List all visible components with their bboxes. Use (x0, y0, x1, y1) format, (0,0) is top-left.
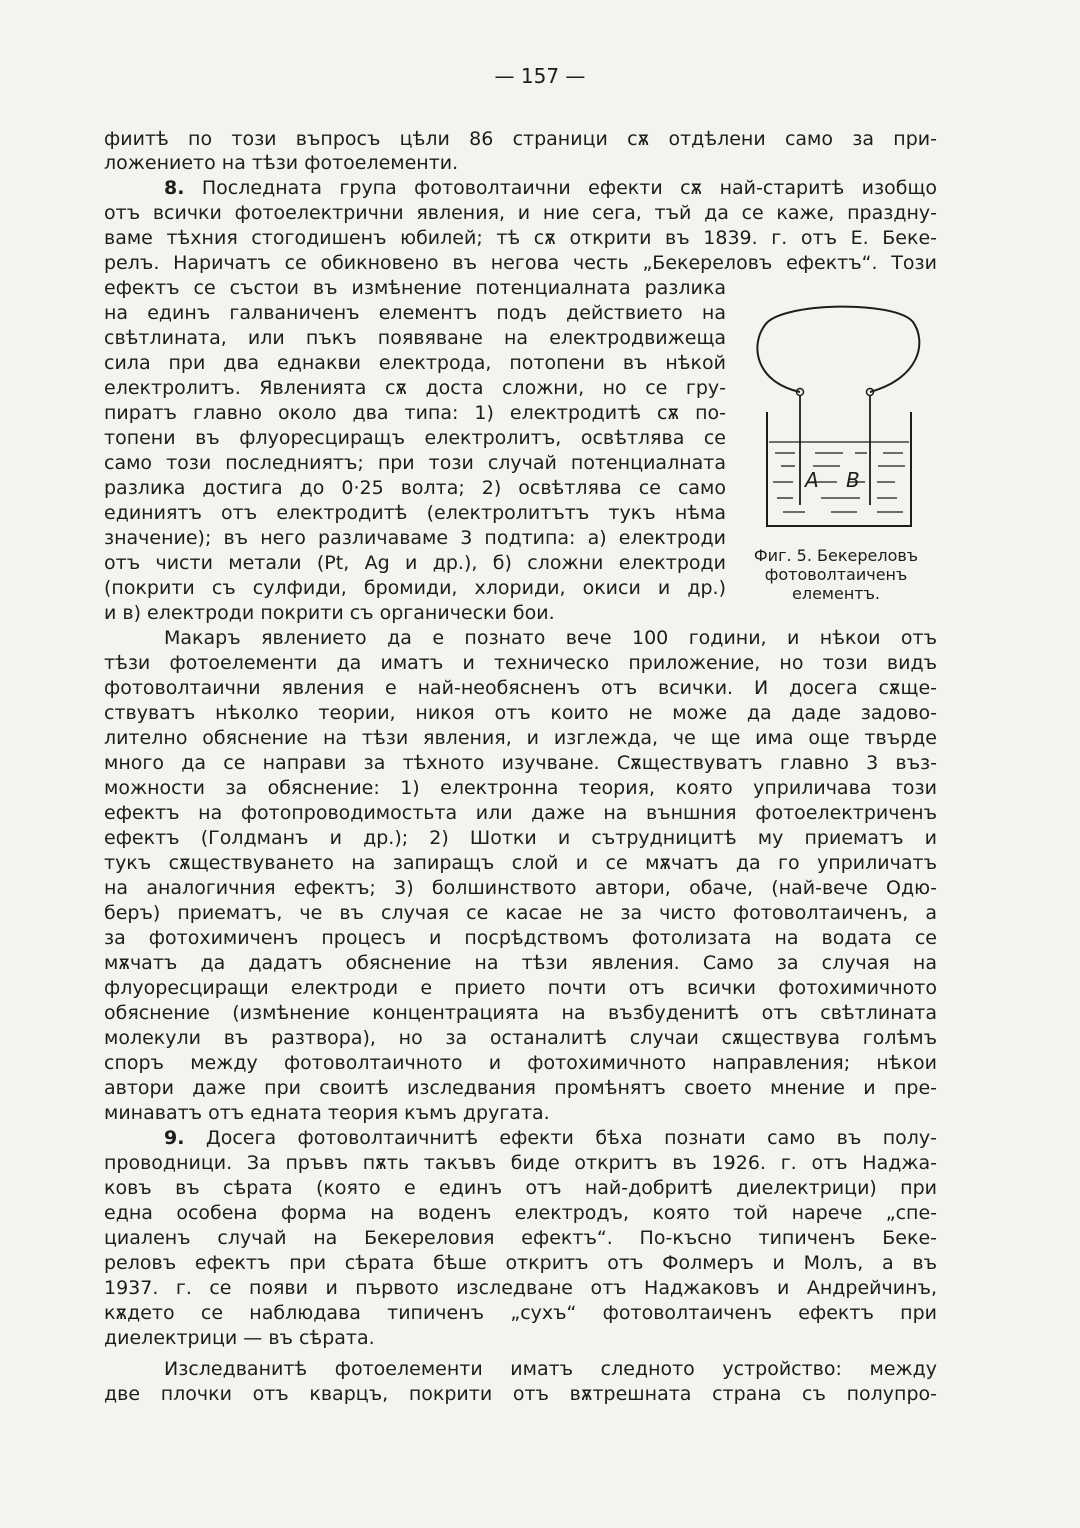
text-line: ковъ въ сѣрата (която е единъ отъ най-добритѣ диелектрици) при (104, 1177, 937, 1199)
vessel (767, 412, 911, 526)
text-line: Изследванитѣ фотоелементи иматъ следното устройство: между (164, 1358, 937, 1380)
text-line: можности за обяснение: 1) електронна теория, която уприличава този (104, 777, 937, 799)
text-line: значение); въ него различаваме 3 подтипа: а) електроди (104, 527, 726, 549)
label-a: A (805, 468, 819, 492)
text-line: на единъ галваниченъ елементъ подъ действието на (104, 302, 726, 324)
text-line: споръ между фотоволтаичното и фотохимичното направления; нѣкои (104, 1052, 937, 1074)
text-line: автори даже при своитѣ изследвания промѣнятъ своето мнение и пре- (104, 1077, 937, 1099)
text-line: циаленъ случай на Бекереловия ефектъ“. По-късно типиченъ Беке- (104, 1227, 937, 1249)
text-line: релъ. Наричатъ се обикновено въ негова честь „Бекереловъ ефектъ“. Този (104, 252, 937, 274)
text-line: разлика достига до 0·25 волта; 2) освѣтлява се само (104, 477, 726, 499)
text-line: (покрити съ сулфиди, бромиди, хлориди, окиси и др.) (104, 577, 726, 599)
electrolyte-lines (769, 442, 909, 512)
text-line: флуоресциращи електроди е прието почти отъ всички фотохимичното (104, 977, 937, 999)
text-line: тѣзи фотоелементи да иматъ и техническо приложение, но този видъ (104, 652, 937, 674)
text-line: лително обяснение на тѣзи явления, и изглежда, че ще има още твърде (104, 727, 937, 749)
text-line: и в) електроди покрити съ органически бои. (104, 602, 555, 624)
text-line: тукъ сѫществуването на запиращъ слой и се мѫчатъ да го уприличатъ (104, 852, 937, 874)
text-line: отъ чисти метали (Pt, Ag и др.), б) сложни електроди (104, 552, 726, 574)
text-span: Последната група фотоволтаични ефекти сѫ най-старитѣ изобщо (201, 177, 937, 199)
text-line: фотоволтаични явления е най-необясненъ отъ всички. И досега сѫще- (104, 677, 937, 699)
text-line: ствуватъ нѣколко теории, никоя отъ които не може да даде задово- (104, 702, 937, 724)
text-line-section-8 (164, 176, 937, 200)
text-line: свѣтлината, или пъкъ появяване на електродвижеща (104, 327, 726, 349)
text-line: обяснение (измѣнение концентрацията на възбуденитѣ отъ свѣтлината (104, 1002, 937, 1024)
section-number: 8. (164, 177, 185, 199)
text-line: минаватъ отъ едната теория къмъ другата. (104, 1102, 550, 1124)
text-line: Макаръ явлението да е познато вече 100 години, и нѣкои отъ (164, 627, 937, 649)
section-number: 9. (164, 1127, 185, 1149)
text-line: молекули въ разтвора), но за останалитѣ случаи сѫществува голѣмъ (104, 1027, 937, 1049)
text-line: сила при два еднакви електрода, потопени въ нѣкой (104, 352, 726, 374)
text-line: беръ) приематъ, че въ случая се касае не за чисто фотоволтаиченъ, а (104, 902, 937, 924)
label-b: B (846, 468, 860, 492)
text-line: кѫдето се наблюдава типиченъ „сухъ“ фотоволтаиченъ ефектъ при (104, 1302, 937, 1324)
text-line: диелектрици — въ сѣрата. (104, 1327, 375, 1349)
text-line: една особена форма на воденъ електродъ, която той нарече „спе- (104, 1202, 937, 1224)
text-line-section-9 (164, 1126, 937, 1150)
text-line: две плочки отъ кварцъ, покрити отъ вѫтрешната страна съ полупро- (104, 1383, 937, 1405)
text-line: ложението на тѣзи фотоелементи. (104, 152, 459, 174)
text-line: реловъ ефектъ при сѣрата бѣше откритъ отъ Фолмеръ и Молъ, а въ (104, 1252, 937, 1274)
text-span: Досега фотоволтаичнитѣ ефекти бѣха познати само въ полу- (205, 1127, 937, 1149)
text-line: проводници. За пръвъ пѫть такъвъ биде откритъ въ 1926. г. отъ Наджа- (104, 1152, 937, 1174)
text-line: мѫчатъ да дадатъ обяснение на тѣзи явления. Само за случая на (104, 952, 937, 974)
text-line: фиитѣ по този въпросъ цѣли 86 страници сѫ отдѣлени само за при- (104, 128, 937, 150)
text-line: пиратъ главно около два типа: 1) електродитѣ сѫ по- (104, 402, 726, 424)
text-line: ваме тѣхния стогодишенъ юбилей; тѣ сѫ открити въ 1839. г. отъ Е. Беке- (104, 227, 937, 249)
text-line: топени въ флуоресциращъ електролитъ, освѣтлява се (104, 427, 726, 449)
figure-caption: Фиг. 5. Бекереловъ фотоволтаиченъ елементъ. (753, 546, 919, 603)
text-line: електролитъ. Явленията сѫ доста сложни, но се гру- (104, 377, 726, 399)
external-wire (757, 307, 919, 392)
text-line: ефектъ (Голдманъ и др.); 2) Шотки и сътрудницитѣ му приематъ и (104, 827, 937, 849)
page-number: — 157 — (494, 64, 586, 88)
text-line: единиятъ отъ електродитѣ (електролитътъ тукъ нѣма (104, 502, 726, 524)
text-line: отъ всички фотоелектрични явления, и ние сега, тъй да се каже, праздну- (104, 202, 937, 224)
text-line: само този последниятъ; при този случай потенциалната (104, 452, 726, 474)
becquerel-cell-figure (745, 290, 935, 540)
text-line: на аналогичния ефектъ; 3) болшинството автори, обаче, (най-вече Одю- (104, 877, 937, 899)
text-line: ефектъ на фотопроводимостьта или даже на външния фотоелектриченъ (104, 802, 937, 824)
text-line: ефектъ се състои въ измѣнение потенциалната разлика (104, 277, 726, 299)
text-line: 1937. г. се появи и първото изследване отъ Наджаковъ и Андрейчинъ, (104, 1277, 937, 1299)
text-line: много да се направи за тѣхното изучване. Сѫществуватъ главно 3 въз- (104, 752, 937, 774)
text-line: за фотохимиченъ процесъ и посрѣдствомъ фотолизата на водата се (104, 927, 937, 949)
